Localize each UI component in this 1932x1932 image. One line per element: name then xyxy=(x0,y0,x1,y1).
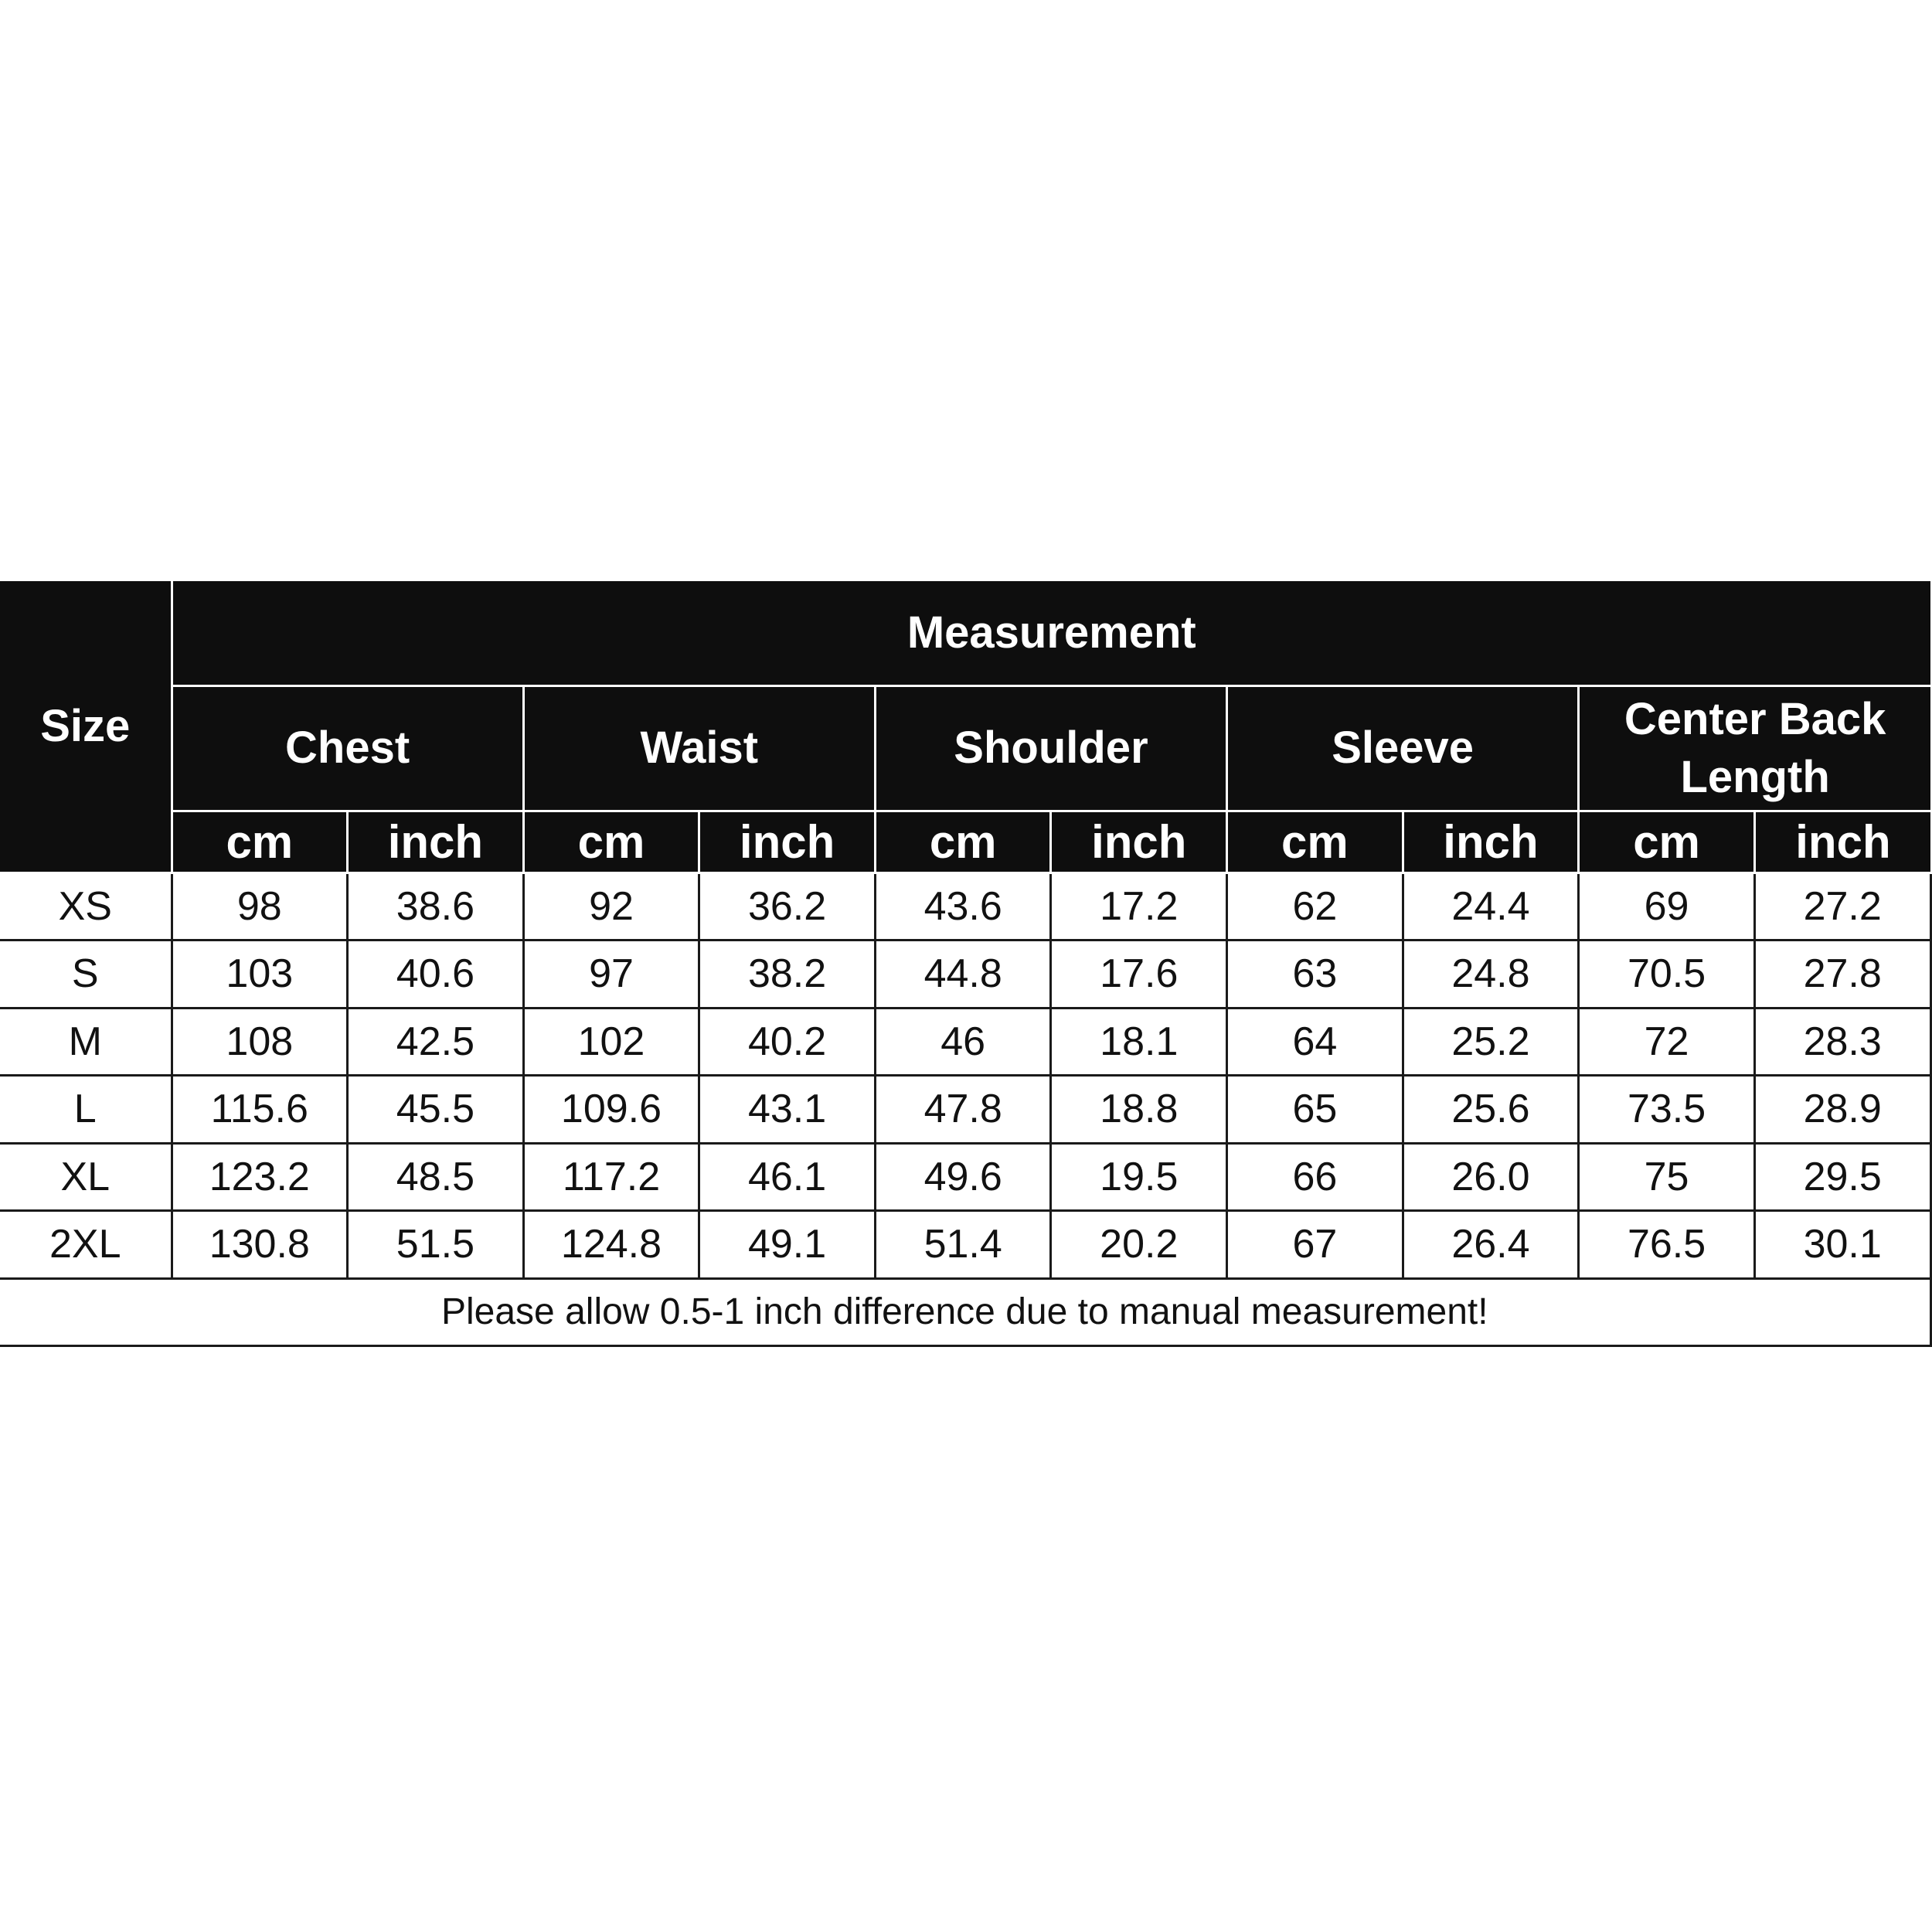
table-cell: 64 xyxy=(1227,1008,1403,1076)
size-cell: M xyxy=(0,1008,172,1076)
table-cell: 40.2 xyxy=(699,1008,876,1076)
table-cell: 66 xyxy=(1227,1143,1403,1211)
table-cell: 62 xyxy=(1227,872,1403,940)
table-cell: 20.2 xyxy=(1051,1211,1227,1279)
table-row xyxy=(0,1008,1930,1076)
table-body xyxy=(0,872,1930,1345)
size-chart-table xyxy=(0,581,1932,1347)
unit-header: cm xyxy=(172,811,348,872)
group-header-waist: Waist xyxy=(523,685,875,811)
size-cell: XL xyxy=(0,1143,172,1211)
group-header-shoulder: Shoulder xyxy=(875,685,1226,811)
table-cell: 27.8 xyxy=(1754,940,1930,1009)
unit-header: cm xyxy=(523,811,699,872)
table-cell: 18.8 xyxy=(1051,1076,1227,1144)
table-cell: 26.4 xyxy=(1403,1211,1579,1279)
table-cell: 17.2 xyxy=(1051,872,1227,940)
table-cell: 63 xyxy=(1227,940,1403,1009)
group-header-label: Center Back Length xyxy=(1624,693,1886,802)
table-cell: 67 xyxy=(1227,1211,1403,1279)
table-cell: 47.8 xyxy=(875,1076,1051,1144)
table-cell: 28.3 xyxy=(1754,1008,1930,1076)
table-cell: 46 xyxy=(875,1008,1051,1076)
table-cell: 72 xyxy=(1579,1008,1755,1076)
table-cell: 117.2 xyxy=(523,1143,699,1211)
table-cell: 102 xyxy=(523,1008,699,1076)
table-cell: 17.6 xyxy=(1051,940,1227,1009)
table-cell: 98 xyxy=(172,872,348,940)
table-cell: 109.6 xyxy=(523,1076,699,1144)
header-row-measurement xyxy=(0,581,1930,685)
group-header-chest: Chest xyxy=(172,685,523,811)
table-row xyxy=(0,940,1930,1009)
table-cell: 97 xyxy=(523,940,699,1009)
table-cell: 92 xyxy=(523,872,699,940)
unit-header: inch xyxy=(699,811,876,872)
size-cell: 2XL xyxy=(0,1211,172,1279)
table-cell: 46.1 xyxy=(699,1143,876,1211)
unit-header: cm xyxy=(875,811,1051,872)
table-row xyxy=(0,1143,1930,1211)
table-cell: 25.2 xyxy=(1403,1008,1579,1076)
table-cell: 24.8 xyxy=(1403,940,1579,1009)
table-cell: 27.2 xyxy=(1754,872,1930,940)
table-cell: 73.5 xyxy=(1579,1076,1755,1144)
header-row-groups xyxy=(0,685,1930,811)
table-row xyxy=(0,1076,1930,1144)
table-cell: 19.5 xyxy=(1051,1143,1227,1211)
size-column-header: Size xyxy=(0,581,172,872)
unit-header: inch xyxy=(1754,811,1930,872)
unit-header: cm xyxy=(1579,811,1755,872)
unit-header: inch xyxy=(348,811,524,872)
table-cell: 18.1 xyxy=(1051,1008,1227,1076)
table-cell: 65 xyxy=(1227,1076,1403,1144)
table-cell: 108 xyxy=(172,1008,348,1076)
size-cell: XS xyxy=(0,872,172,940)
table-cell: 51.5 xyxy=(348,1211,524,1279)
table-cell: 76.5 xyxy=(1579,1211,1755,1279)
table-cell: 75 xyxy=(1579,1143,1755,1211)
unit-header: cm xyxy=(1227,811,1403,872)
table-cell: 36.2 xyxy=(699,872,876,940)
table-cell: 28.9 xyxy=(1754,1076,1930,1144)
note-row xyxy=(0,1278,1930,1345)
table-header xyxy=(0,581,1930,872)
table-cell: 44.8 xyxy=(875,940,1051,1009)
measurement-note: Please allow 0.5-1 inch difference due to manual measurement! xyxy=(0,1278,1930,1345)
measurement-header: Measurement xyxy=(172,581,1930,685)
table-cell: 49.1 xyxy=(699,1211,876,1279)
table-cell: 48.5 xyxy=(348,1143,524,1211)
table-cell: 42.5 xyxy=(348,1008,524,1076)
table-cell: 124.8 xyxy=(523,1211,699,1279)
table-cell: 70.5 xyxy=(1579,940,1755,1009)
table-cell: 26.0 xyxy=(1403,1143,1579,1211)
size-cell: S xyxy=(0,940,172,1009)
table-cell: 123.2 xyxy=(172,1143,348,1211)
table-cell: 51.4 xyxy=(875,1211,1051,1279)
group-header-sleeve: Sleeve xyxy=(1227,685,1579,811)
table-cell: 43.6 xyxy=(875,872,1051,940)
table-cell: 103 xyxy=(172,940,348,1009)
table-cell: 25.6 xyxy=(1403,1076,1579,1144)
table-cell: 49.6 xyxy=(875,1143,1051,1211)
unit-header: inch xyxy=(1051,811,1227,872)
table-cell: 24.4 xyxy=(1403,872,1579,940)
size-cell: L xyxy=(0,1076,172,1144)
table-cell: 29.5 xyxy=(1754,1143,1930,1211)
table-row xyxy=(0,1211,1930,1279)
header-row-units xyxy=(0,811,1930,872)
table-cell: 69 xyxy=(1579,872,1755,940)
table-cell: 43.1 xyxy=(699,1076,876,1144)
table-cell: 38.6 xyxy=(348,872,524,940)
table-row xyxy=(0,872,1930,940)
table-cell: 30.1 xyxy=(1754,1211,1930,1279)
group-header-center-back-length xyxy=(1579,685,1930,811)
table-cell: 38.2 xyxy=(699,940,876,1009)
table-cell: 130.8 xyxy=(172,1211,348,1279)
unit-header: inch xyxy=(1403,811,1579,872)
table-cell: 115.6 xyxy=(172,1076,348,1144)
table-cell: 45.5 xyxy=(348,1076,524,1144)
table-cell: 40.6 xyxy=(348,940,524,1009)
